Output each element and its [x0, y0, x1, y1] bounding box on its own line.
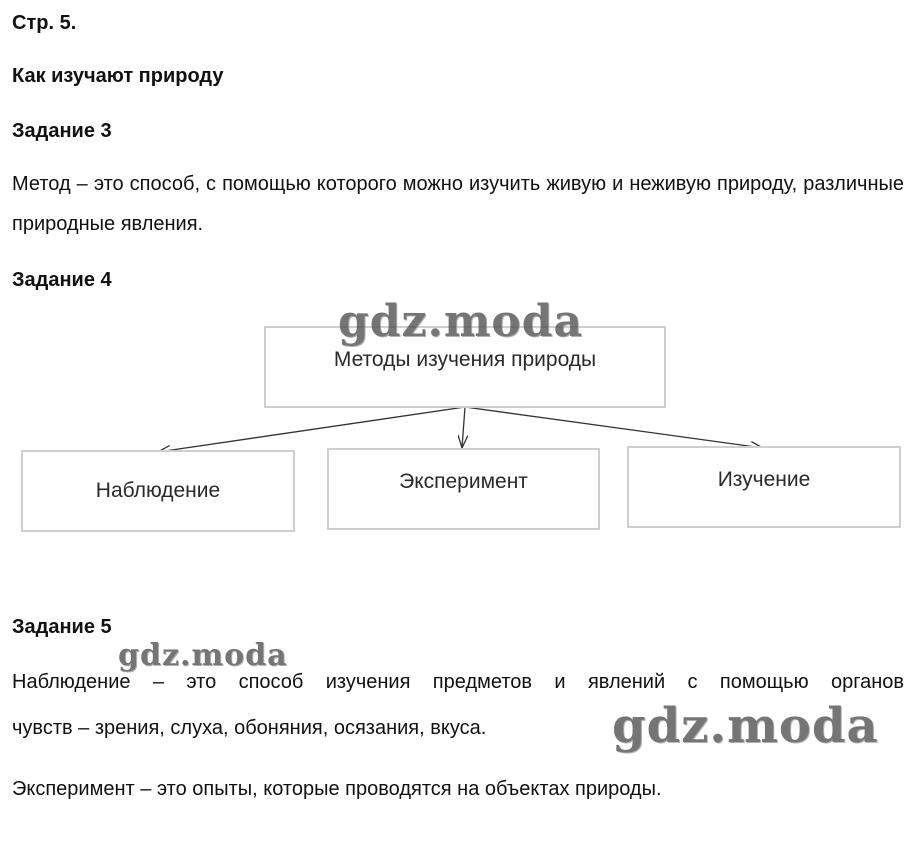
task5-line2: чувств – зрения, слуха, обоняния, осязания, вкуса.	[12, 717, 487, 739]
topic-title: Как изучают природу	[12, 65, 224, 87]
diagram-box-observation	[21, 450, 295, 532]
page-label: Стр. 5.	[12, 12, 77, 34]
diagram-box-label: Изучение	[717, 468, 811, 491]
arrow-to-observation	[158, 407, 465, 452]
task3-text: Метод – это способ, с помощью которого можно изучить живую и неживую природу, различные природные явления.	[12, 173, 904, 235]
task4-heading: Задание 4	[12, 269, 112, 291]
task5-line1: Наблюдение – это способ изучения предметов и явлений с помощью органов	[12, 671, 904, 693]
diagram-box-study	[627, 446, 901, 528]
diagram-box-label: Наблюдение	[95, 479, 221, 502]
diagram-box-experiment	[327, 448, 600, 530]
watermark-logo: gdz.moda	[612, 698, 879, 754]
watermark-logo: gdz.moda	[338, 296, 584, 347]
task3-heading: Задание 3	[12, 120, 112, 142]
diagram-root-label: Методы изучения природы	[333, 348, 597, 371]
arrow-to-study	[465, 407, 763, 448]
arrow-to-experiment	[462, 407, 465, 448]
watermark-logo: gdz.moda	[118, 638, 288, 673]
task5-heading: Задание 5	[12, 616, 112, 638]
task5-line3: Эксперимент – это опыты, которые проводятся на объектах природы.	[12, 778, 662, 800]
diagram-box-label: Эксперимент	[399, 470, 528, 493]
